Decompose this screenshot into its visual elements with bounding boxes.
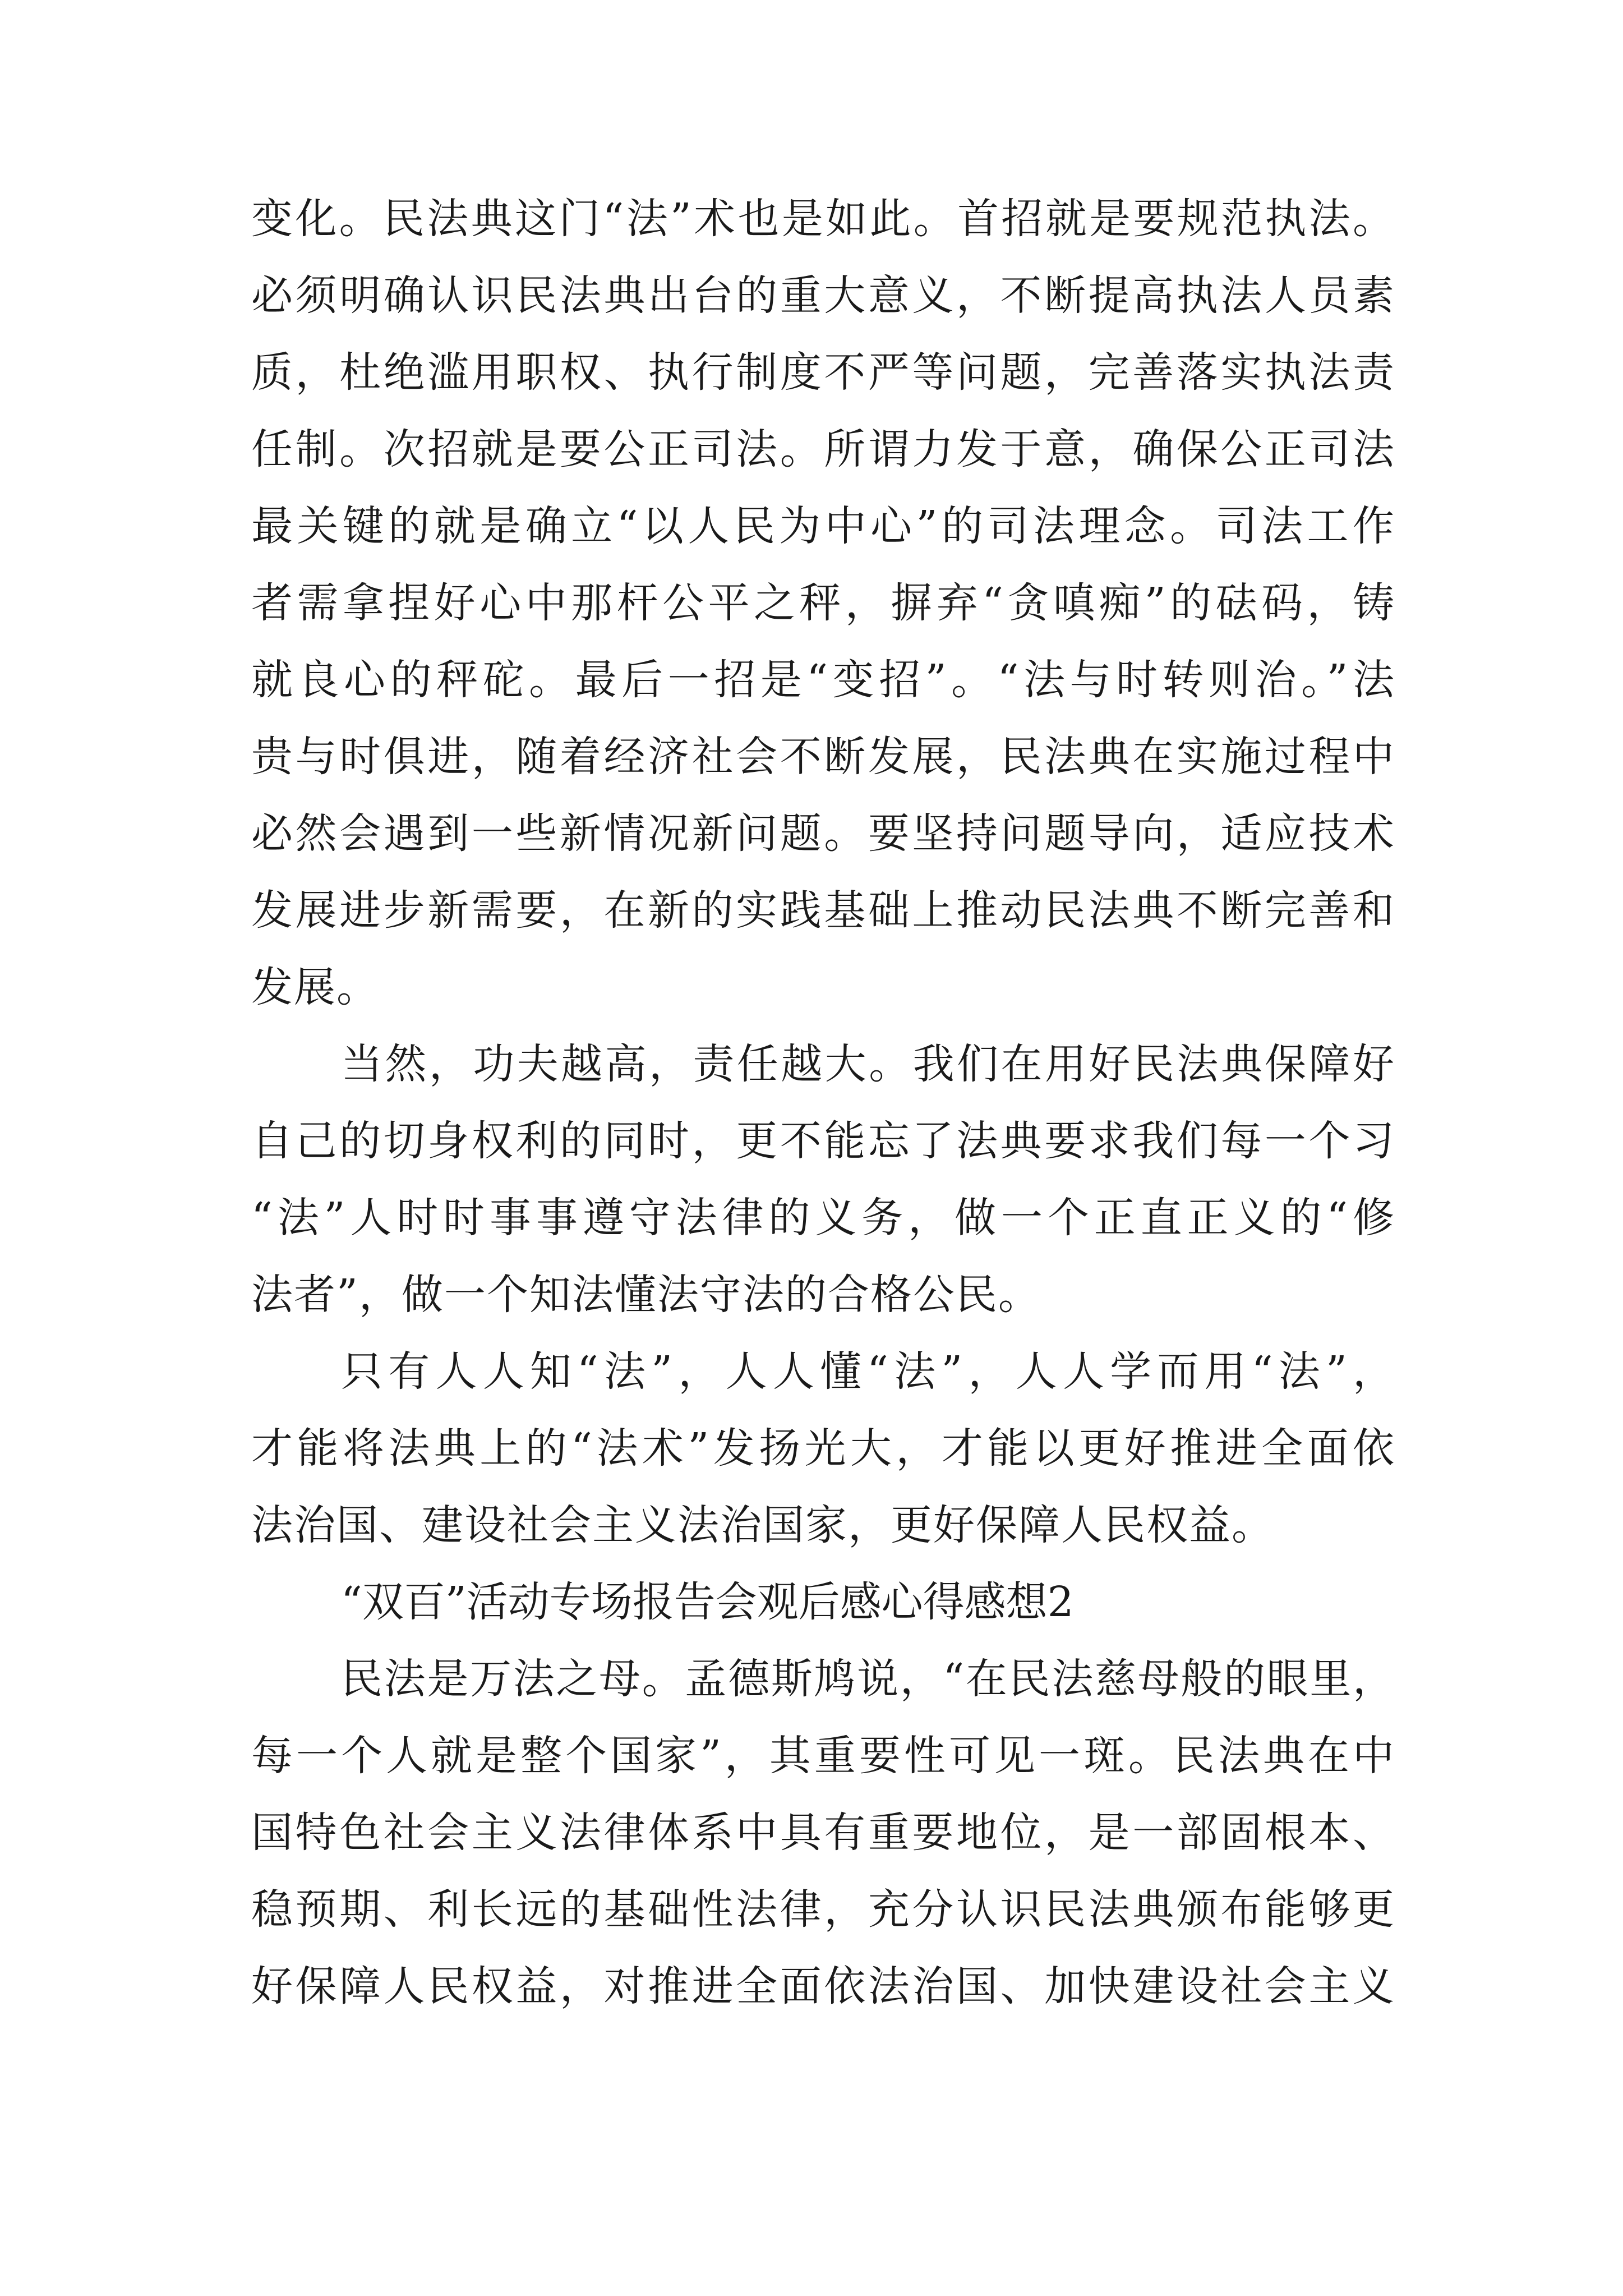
text-line: 法治国、建设社会主义法治国家，更好保障人民权益。	[251, 1501, 1274, 1549]
section-heading: “双百”活动专场报告会观后感心得感想2	[341, 1578, 1074, 1626]
text-line: 自己的切身权利的同时，更不能忘了法典要求我们每一个习	[251, 1117, 1395, 1165]
text-line: 稳预期、利长远的基础性法律，充分认识民法典颁布能够更	[251, 1885, 1395, 1934]
text-line: 必然会遇到一些新情况新问题。要坚持问题导向，适应技术	[251, 809, 1395, 858]
text-line: 才能将法典上的“法术”发扬光大，才能以更好推进全面依	[251, 1424, 1395, 1473]
text-line: 就良心的秤砣。最后一招是“变招”。“法与时转则治。”法	[251, 656, 1395, 704]
text-line: 质，杜绝滥用职权、执行制度不严等问题，完善落实执法责	[251, 348, 1395, 397]
text-line: 国特色社会主义法律体系中具有重要地位，是一部固根本、	[251, 1809, 1395, 1857]
paragraph-start-line: 当然，功夫越高，责任越大。我们在用好民法典保障好	[341, 1040, 1395, 1088]
text-line: 贵与时俱进，随着经济社会不断发展，民法典在实施过程中	[251, 733, 1395, 781]
text-line: 任制。次招就是要公正司法。所谓力发于意，确保公正司法	[251, 425, 1395, 473]
document-body	[251, 181, 1395, 2025]
text-line: 者需拿捏好心中那杆公平之秤，摒弃“贪嗔痴”的砝码，铸	[251, 579, 1395, 627]
text-line: 最关键的就是确立“以人民为中心”的司法理念。司法工作	[251, 502, 1395, 550]
text-line: 每一个人就是整个国家”，其重要性可见一斑。民法典在中	[251, 1732, 1395, 1780]
text-line: “法”人时时事事遵守法律的义务，做一个正直正义的“修	[251, 1194, 1395, 1242]
paragraph-start-line: 民法是万法之母。孟德斯鸠说，“在民法慈母般的眼里，	[341, 1655, 1395, 1703]
text-line: 变化。民法典这门“法”术也是如此。首招就是要规范执法。	[251, 195, 1395, 243]
paragraph-start-line: 只有人人知“法”，人人懂“法”，人人学而用“法”，	[341, 1347, 1395, 1396]
text-line: 法者”，做一个知法懂法守法的合格公民。	[251, 1271, 1041, 1319]
text-line: 发展。	[251, 963, 379, 1011]
text-line: 好保障人民权益，对推进全面依法治国、加快建设社会主义	[251, 1962, 1395, 2010]
text-line: 发展进步新需要，在新的实践基础上推动民法典不断完善和	[251, 886, 1395, 935]
text-line: 必须明确认识民法典出台的重大意义，不断提高执法人员素	[251, 272, 1395, 320]
